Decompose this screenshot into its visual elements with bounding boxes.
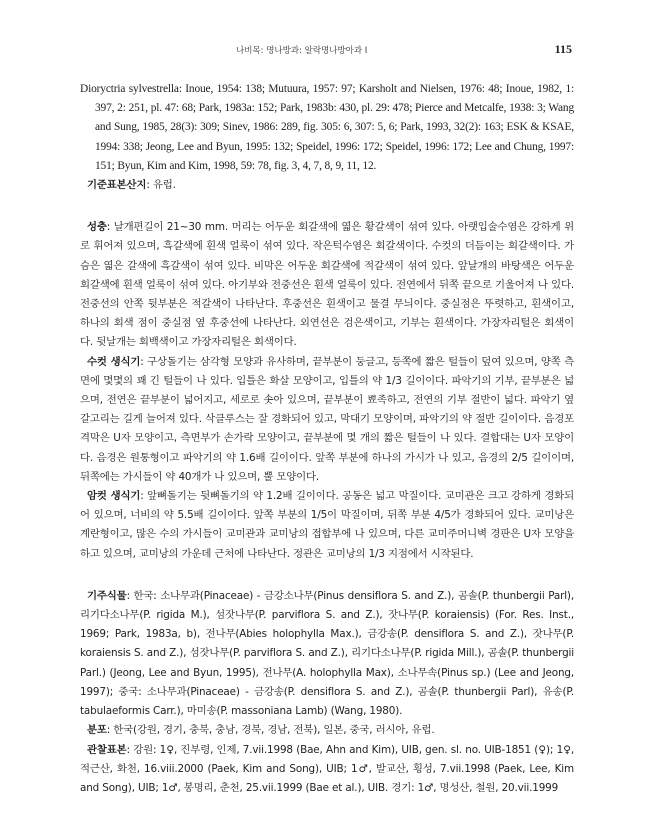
- type-locality-label: 기준표본산지: [87, 179, 147, 192]
- page-number: 115: [554, 42, 572, 56]
- spacer: [80, 564, 574, 587]
- female-genitalia-text: : 앞뼈돌기는 뒷뼈돌기의 약 1.2배 길이이다. 공동은 넓고 막질이다. 교미관은 크고 강하게 경화되어 있으며, 너비의 약 5.5배 길이이다. 앞쪽 부분의 1/5이 막질이며, 뒤쪽 부분 4/5가 경화되어 있다. 교미낭은 계란형이고, 많은 수의 가시들이 교미관과 교미낭의 접합부에 나 있으며, 다른 교미주머니벽 경판은 U자 모양을 하고 있으며, 교미낭의 가운데 근처에 나타난다. 정관은 교미낭의 1/3 지점에서 시작된다.: [80, 490, 574, 560]
- host-plants: [80, 587, 574, 721]
- running-head: [0, 42, 652, 58]
- running-title: 나비목: 명나방과: 알락명나방아과 I: [236, 46, 368, 56]
- distribution-text: : 한국(강원, 경기, 충북, 충남, 경북, 경남, 전북), 일본, 중국, 러시아, 유럽.: [106, 724, 435, 737]
- material-examined-label: 관찰표본: [87, 743, 127, 756]
- host-plants-label: 기주식물: [87, 589, 127, 602]
- type-locality: [80, 176, 574, 195]
- male-genitalia-label: 수컷 생식기: [87, 355, 141, 368]
- distribution-label: 분포: [87, 724, 107, 737]
- type-locality-text: : 유럽.: [146, 179, 176, 192]
- female-genitalia-description: [80, 487, 574, 564]
- distribution: [80, 721, 574, 740]
- spacer: [80, 195, 574, 218]
- host-plants-text: : 한국: 소나무과(Pinaceae) - 금강소나무(Pinus densiflora S. and Z.), 곰솔(P. thunbergii Parl), 리기다소나무(P. rigida M.), 섬잣나무(P. parviflora S. and Z.), 잣나무(P. koraiensis) (For. Res. Inst., 1969; Park, 1983a, b), 전나무(Abies holophylla Max.), 금강송(P. densiflora S. and Z.), 잣나무(P. koraiensis S. and Z.), 섬잣나무(P. parviflora S. and Z.), 리기다소나무(P. rigida Mill.), 곰솔(P. thunbergii Parl.) (Jeong, Lee and Byun, 1995), 전나무(A. holophylla Max), 소나무속(Pinus sp.) (Lee and Jeong, 1997); 중국: 소나무과(Pinaceae) - 금강송(P. densiflora S. and Z.), 곰솔(P. thunbergii Parl), 유송(P. tabulaeformis Carr.), 마미송(P. massoniana Lamb) (Wang, 1980).: [80, 589, 574, 718]
- material-examined: [80, 741, 574, 799]
- male-genitalia-description: [80, 353, 574, 487]
- adult-label: 성충: [87, 221, 107, 234]
- male-genitalia-text: : 구상돌기는 삼각형 모양과 유사하며, 끝부분이 둥글고, 등쪽에 짧은 털들이 덮여 있으며, 양쪽 측면에 몇몇의 꽤 긴 털들이 나 있다. 입틀은 화살 모양이고, 입틀의 약 1/3 길이이다. 파악기의 기부, 끝부분은 넓으며, 전연은 끝부분이 넓어지고, 세로로 솟아 있으며, 끝부분이 뾰족하고, 전연의 기부 절반이 넓다. 파악기 옆 갈고리는 길게 늘어져 있다. 삭클루스는 잘 경화되어 있고, 막대기 모양이며, 파악기의 약 절반 길이이다. 음경포격막은 U자 모양이고, 측면부가 손가락 모양이고, 끝부분에 몇 개의 짧은 털들이 나 있다. 결합대는 U자 모양이다. 음경은 원통형이고 파악기의 약 1.6배 길이이다. 앞쪽 부분에 하나의 가시가 나 있고, 음경의 2/5 길이이며, 뒤쪽에는 가시들이 약 40개가 나 있으며, 뿔 모양이다.: [80, 355, 574, 483]
- adult-text: : 날개편길이 21~30 mm. 머리는 어두운 회갈색에 엷은 황갈색이 섞여 있다. 아랫입술수염은 강하게 위로 휘어져 있으며, 흑갈색에 흰색 얼룩이 섞여 있다. 작은턱수염은 회갈색이다. 수컷의 더듬이는 회갈색이다. 가슴은 엷은 갈색에 흑갈색이 섞여 있다. 비막은 어두운 회갈색에 적갈색이 섞여 있다. 앞날개의 바탕색은 어두운 회갈색에 흰색 얼룩이 섞여 있다. 아기부와 전중선은 흰색 얼룩이 있다. 전연에서 뒤쪽 끝으로 기울어져 나 있다. 전중선의 안쪽 뒷부분은 적갈색이 나타난다. 후중선은 흰색이고 물결 무늬이다. 중실점은 뚜렷하고, 흰색이고, 하나의 회색 점이 중실점 옆 후중선에 나타난다. 외연선은 검은색이고, 기부는 흰색이다. 가장자리털은 회색이다. 뒷날개는 회백색이고 가장자리털은 회색이다.: [80, 221, 574, 349]
- article-body: [80, 80, 574, 798]
- female-genitalia-label: 암컷 생식기: [87, 490, 141, 503]
- material-examined-text: : 강원: 1♀, 진부령, 인제, 7.vii.1998 (Bae, Ahn and Kim), UIB, gen. sl. no. UIB-1851 (♀); 1♀, 적근산, 화천, 16.viii.2000 (Paek, Kim and Song), UIB; 1♂, 발교산, 횡성, 7.vii.1998 (Paek, Lee, Kim and Song), UIB; 1♂, 봉명리, 춘천, 25.vii.1999 (Bae et al.), UIB. 경기: 1♂, 명성산, 철원, 20.vii.1999: [80, 743, 574, 794]
- adult-description: [80, 218, 574, 352]
- synonymy-citation: Dioryctria sylvestrella: Inoue, 1954: 138; Mutuura, 1957: 97; Karsholt and Nielsen, 1976: 48; Inoue, 1982, 1: 397, 2: 251, pl. 47: 68; Park, 1983a: 152; Park, 1983b: 430, pl. 29: 478; Pierce and Metcalfe, 1938: 3; Wang and Sung, 1985, 28(3): 309; Sinev, 1986: 289, fig. 305: 6, 307: 5, 6; Park, 1993, 32(2): 163; ESK & KSAE, 1994: 338; Jeong, Lee and Byun, 1995: 132; Speidel, 1996: 172; Speidel, 1996: 172; Lee and Chung, 1997: 151; Byun, Kim and Kim, 1998, 59: 78, fig. 3, 4, 7, 8, 9, 11, 12.: [80, 83, 574, 172]
